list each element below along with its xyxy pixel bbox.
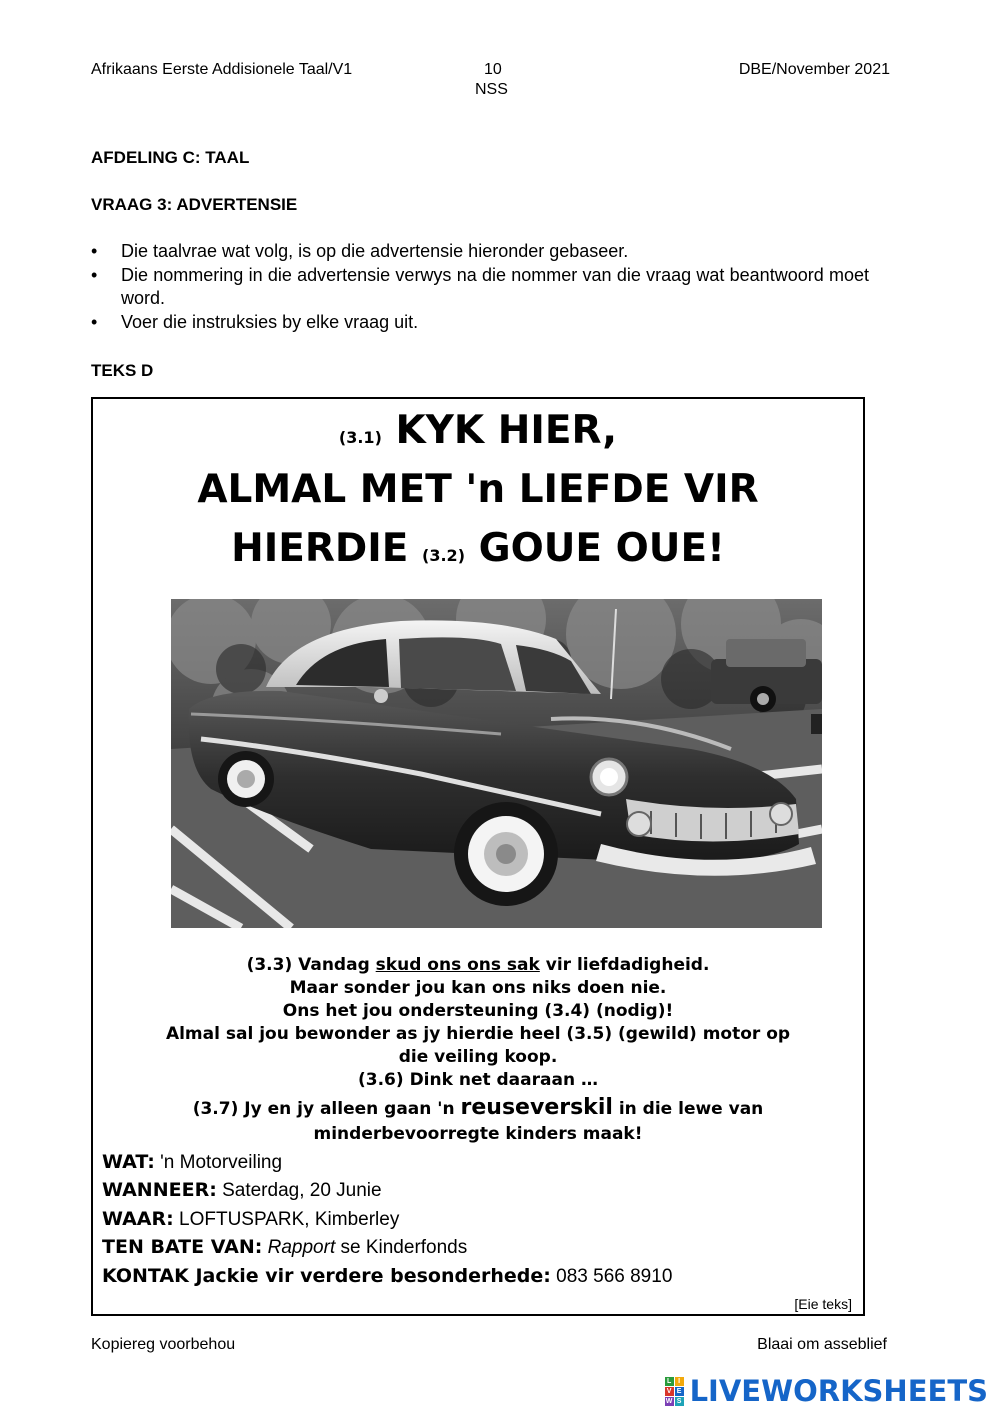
headline-text-3a: HIERDIE — [231, 526, 409, 571]
headline-line-2: ALMAL MET 'n LIEFDE VIR — [197, 467, 759, 512]
question-heading: VRAAG 3: ADVERTENSIE — [91, 195, 298, 214]
header-page-number: 10 — [484, 61, 502, 78]
question-ref-3-2: (3.2) — [422, 546, 465, 565]
detail-label: KONTAK Jackie vir verdere besonderhede: — [102, 1265, 551, 1287]
detail-value: se Kinderfonds — [335, 1237, 468, 1258]
body-line-4: Almal sal jou bewonder as jy hierdie heel (3.5) (gewild) motor op — [165, 1024, 791, 1044]
instruction-item — [91, 240, 869, 263]
headline-line-3 — [93, 523, 863, 582]
underlined-idiom: skud ons ons sak — [375, 955, 540, 975]
advertisement-box — [91, 397, 865, 1316]
body-line-2: Maar sonder jou kan ons niks doen nie. — [289, 978, 667, 998]
body-line-5: die veiling koop. — [398, 1047, 558, 1067]
detail-label: TEN BATE VAN: — [102, 1236, 263, 1258]
header-nss: NSS — [475, 81, 508, 98]
liveworksheets-logo — [665, 1374, 988, 1408]
detail-label: WAT: — [102, 1151, 155, 1173]
big-word: reuseverskil — [460, 1095, 613, 1120]
bullet-icon: • — [91, 312, 98, 332]
detail-where — [102, 1205, 399, 1235]
logo-letter: V — [665, 1387, 674, 1396]
logo-letter: S — [675, 1397, 684, 1406]
headline-line-1 — [93, 405, 863, 464]
text-label: TEKS D — [91, 361, 154, 380]
header-right: DBE/November 2021 — [738, 61, 890, 78]
body-line-1-prefix: (3.3) Vandag — [246, 955, 376, 975]
instruction-text: Voer die instruksies by elke vraag uit. — [121, 312, 419, 332]
body-line-7 — [93, 1096, 863, 1121]
body-line-3: Ons het jou ondersteuning (3.4) (nodig)! — [282, 1001, 674, 1021]
headline-text-3b: GOUE OUE! — [478, 526, 725, 571]
car-illustration — [171, 599, 822, 928]
detail-value: LOFTUSPARK, Kimberley — [173, 1209, 400, 1230]
instruction-text: Die taalvrae wat volg, is op die advertensie hieronder gebaseer. — [121, 241, 629, 261]
body-line-7-suffix: in die lewe van — [612, 1099, 764, 1119]
body-line-1-suffix: vir liefdadigheid. — [539, 955, 710, 975]
instruction-item — [91, 311, 869, 334]
bullet-icon: • — [91, 241, 98, 261]
section-heading: AFDELING C: TAAL — [91, 148, 250, 167]
detail-beneficiary — [102, 1233, 467, 1263]
headline-text-1: KYK HIER, — [395, 408, 618, 453]
source-note: [Eie teks] — [794, 1296, 852, 1312]
header-left: Afrikaans Eerste Addisionele Taal/V1 — [91, 61, 353, 78]
body-line-7-prefix: (3.7) Jy en jy alleen gaan 'n — [192, 1099, 461, 1119]
detail-when — [102, 1176, 382, 1206]
detail-contact — [102, 1262, 672, 1292]
logo-letter: I — [675, 1377, 684, 1386]
body-line-1 — [93, 954, 863, 977]
detail-value-italic: Rapport — [262, 1237, 336, 1258]
instruction-item — [91, 264, 869, 310]
logo-grid-icon — [665, 1377, 684, 1406]
logo-text: LIVEWORKSHEETS — [689, 1374, 988, 1408]
body-line-6: (3.6) Dink net daaraan … — [358, 1070, 598, 1090]
body-line-8: minderbevoorregte kinders maak! — [313, 1124, 643, 1144]
footer-copyright: Kopiereg voorbehou — [91, 1336, 236, 1353]
instruction-text: Die nommering in die advertensie verwys na die nommer van die vraag wat beantwoord moet word. — [121, 265, 869, 308]
instruction-list — [91, 240, 869, 335]
classic-car-photo — [171, 599, 822, 928]
detail-value: 083 566 8910 — [550, 1266, 673, 1287]
detail-what — [102, 1148, 282, 1178]
detail-label: WANNEER: — [102, 1179, 217, 1201]
footer-turn-page: Blaai om asseblief — [757, 1336, 887, 1353]
question-ref-3-1: (3.1) — [338, 428, 382, 447]
logo-letter: W — [665, 1397, 673, 1405]
detail-label: WAAR: — [102, 1208, 174, 1230]
bullet-icon: • — [91, 265, 98, 285]
logo-letter: L — [665, 1377, 674, 1386]
detail-value: Saterdag, 20 Junie — [216, 1180, 382, 1201]
detail-value: 'n Motorveiling — [154, 1152, 283, 1173]
logo-letter: E — [675, 1387, 684, 1396]
